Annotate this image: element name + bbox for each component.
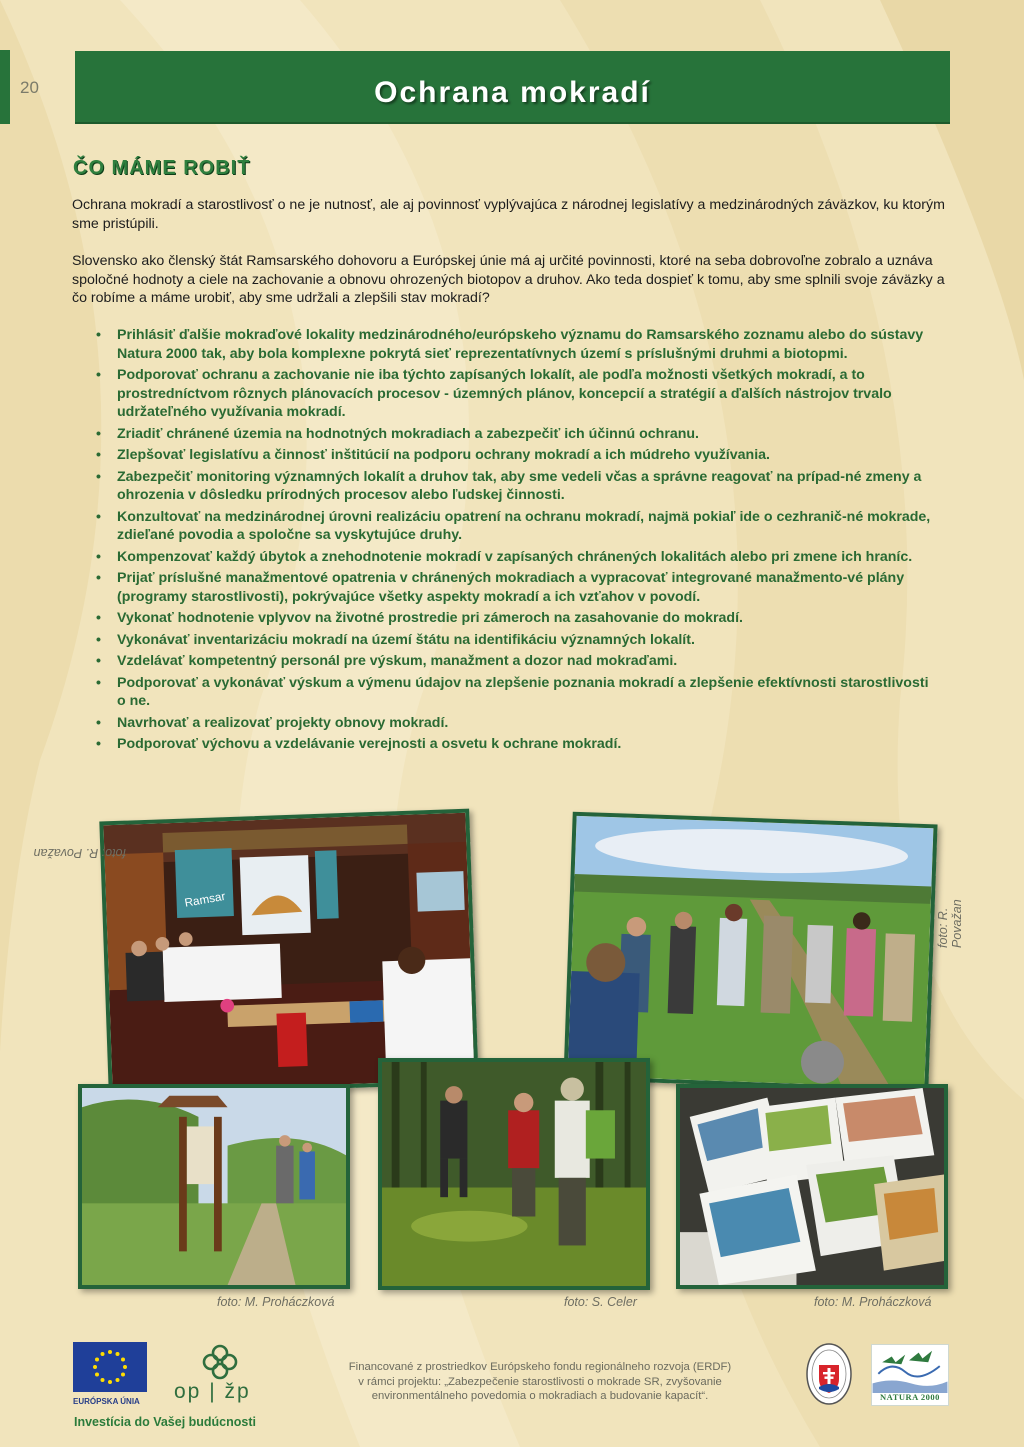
list-item	[96, 468, 936, 505]
conference-photo	[99, 809, 478, 1097]
action-list	[96, 326, 936, 757]
natura-2000-icon	[871, 1344, 949, 1406]
eu-flag-icon	[73, 1342, 147, 1392]
bullet-icon: •	[96, 653, 101, 670]
list-item	[96, 569, 936, 606]
list-item-text: Navrhovať a realizovať projekty obnovy mokradí.	[117, 714, 449, 731]
funding-line: Financované z prostriedkov Európskeho fondu regionálneho rozvoja (ERDF)	[348, 1361, 732, 1373]
list-item	[96, 446, 936, 465]
list-item-text: Kompenzovať každý úbytok a znehodnotenie mokradí v zapísaných chránených lokalitách alebo pri zmene ich hraníc.	[117, 548, 913, 565]
photo-credit: foto: S. Celer	[564, 1295, 637, 1309]
list-item	[96, 674, 936, 711]
photo-credit: foto: R. Považan	[936, 899, 964, 948]
bullet-icon: •	[96, 548, 101, 565]
bullet-icon: •	[96, 425, 101, 442]
opzp-clover-icon	[200, 1342, 240, 1382]
section-heading: ČO MÁME ROBIŤ	[73, 157, 251, 179]
funding-line: environmentálneho povedomia o mokradiach a budovanie kapacít“.	[371, 1390, 709, 1402]
list-item	[96, 631, 936, 650]
bullet-icon: •	[96, 714, 101, 731]
bullet-icon: •	[96, 736, 101, 753]
page-number: 20	[20, 78, 39, 97]
bullet-icon: •	[96, 447, 101, 464]
list-item-text: Zriadiť chránené územia na hodnotných mokradiach a zabezpečiť ich účinnú ochranu.	[117, 425, 699, 442]
list-item	[96, 735, 936, 754]
list-item	[96, 326, 936, 363]
natura-label: NATURA 2000	[880, 1392, 940, 1402]
bullet-icon: •	[96, 468, 101, 485]
photo-credit: foto: M. Proháczková	[814, 1295, 932, 1309]
bullet-icon: •	[96, 631, 101, 648]
slovak-seal-icon	[806, 1343, 852, 1405]
list-item	[96, 508, 936, 545]
list-item	[96, 652, 936, 671]
list-item-text: Prihlásiť ďalšie mokraďové lokality medzinárodného/európskeho významu do Ramsarského zoznamu alebo do sústavy Natura 2000 tak, aby bola komplexne pokrytá sieť reprezentatívnych území s príslušnými druhmi a biotopmi.	[117, 327, 924, 362]
bullet-icon: •	[96, 367, 101, 384]
list-item-text: Podporovať výchovu a vzdelávanie verejnosti a osvetu k ochrane mokradí.	[117, 736, 622, 753]
bullet-icon: •	[96, 674, 101, 691]
list-item	[96, 714, 936, 733]
list-item-text: Prijať príslušné manažmentové opatrenia v chránených mokradiach a vypracovať integrované manažmento-vé plány (programy starostlivosti), pokrývajúce všetky aspekty mokradí a ich vzťahov v povodí.	[117, 570, 905, 605]
bullet-icon: •	[96, 610, 101, 627]
page-title: Ochrana mokradí	[374, 75, 651, 109]
publications-photo	[676, 1084, 948, 1289]
list-item	[96, 425, 936, 444]
list-item	[96, 366, 936, 422]
list-item-text: Zabezpečiť monitoring významných lokalít a druhov tak, aby sme vedeli včas a správne reagovať na prípad-né zmeny a ohrozenia v dôsledku prírodných procesov alebo ľudskej činnosti.	[117, 468, 922, 504]
funding-line: v rámci projektu: „Zabezpečenie starostlivosti o mokrade SR, zvyšovanie	[358, 1375, 722, 1388]
funding-text	[330, 1360, 750, 1404]
photo-credit: foto: R. Považan	[33, 846, 126, 860]
list-item-text: Podporovať ochranu a zachovanie nie iba týchto zapísaných lokalít, ale podľa možnosti všetkých mokradí, a to prostredníctvom rôznych plánovacích procesov - územných plánov, koncepcií a stratégií a ďalších nástrojov trvalo udržateľného využívania mokradí.	[117, 367, 892, 421]
ramsar-banner-text: Ramsar	[183, 889, 227, 910]
opzp-label: op | žp	[174, 1380, 251, 1403]
forest-fieldwork-photo	[378, 1058, 650, 1290]
eu-slogan: Investícia do Vašej budúcnosti	[74, 1415, 256, 1429]
bullet-icon: •	[96, 327, 101, 343]
list-item	[96, 548, 936, 567]
meadow-excursion-photo	[563, 812, 937, 1093]
header-bar	[75, 51, 950, 124]
list-item-text: Zlepšovať legislatívu a činnosť inštitúcií na podporu ochrany mokradí a ich múdreho využívania.	[117, 447, 770, 464]
bullet-icon: •	[96, 570, 101, 587]
list-item	[96, 609, 936, 628]
bullet-icon: •	[96, 508, 101, 525]
eu-label: EURÓPSKA ÚNIA	[73, 1397, 140, 1406]
intro-paragraph-1: Ochrana mokradí a starostlivosť o ne je nutnosť, ale aj povinnosť vyplývajúca z národnej legislatívy a medzinárodných záväzkov, ku ktorým sme pristúpili.	[72, 197, 945, 232]
left-edge-tab	[0, 50, 10, 124]
list-item-text: Vzdelávať kompetentný personál pre výskum, manažment a dozor nad mokraďami.	[117, 653, 678, 670]
intro-paragraph-2: Slovensko ako členský štát Ramsarského dohovoru a Európskej únie má aj určité povinnosti, ktoré na seba dobrovoľne zobralo a uznáva spoločné hodnoty a ciele na zachovanie a obnovu ohrozených biotopov a druhov. Ako teda dospieť k tomu, aby sme splnili svoje záväzky a čo robíme a máme urobiť, aby sme udržali a zlepšili stav mokradí?	[72, 253, 945, 306]
photo-credit: foto: M. Proháczková	[217, 1295, 335, 1309]
list-item-text: Konzultovať na medzinárodnej úrovni realizáciu opatrení na ochranu mokradí, najmä pokiaľ ide o cezhranič-né mokrade, zdieľané povodia a spoločne sa vyskytujúce druhy.	[117, 508, 931, 544]
boardwalk-photo	[78, 1084, 350, 1289]
list-item-text: Podporovať a vykonávať výskum a výmenu údajov na zlepšenie poznania mokradí a zlepšenie efektívnosti starostlivosti o ne.	[117, 674, 929, 710]
list-item-text: Vykonávať inventarizáciu mokradí na území štátu na identifikáciu významných lokalít.	[117, 631, 695, 648]
list-item-text: Vykonať hodnotenie vplyvov na životné prostredie pri zámeroch na zasahovanie do mokradí.	[117, 610, 743, 627]
